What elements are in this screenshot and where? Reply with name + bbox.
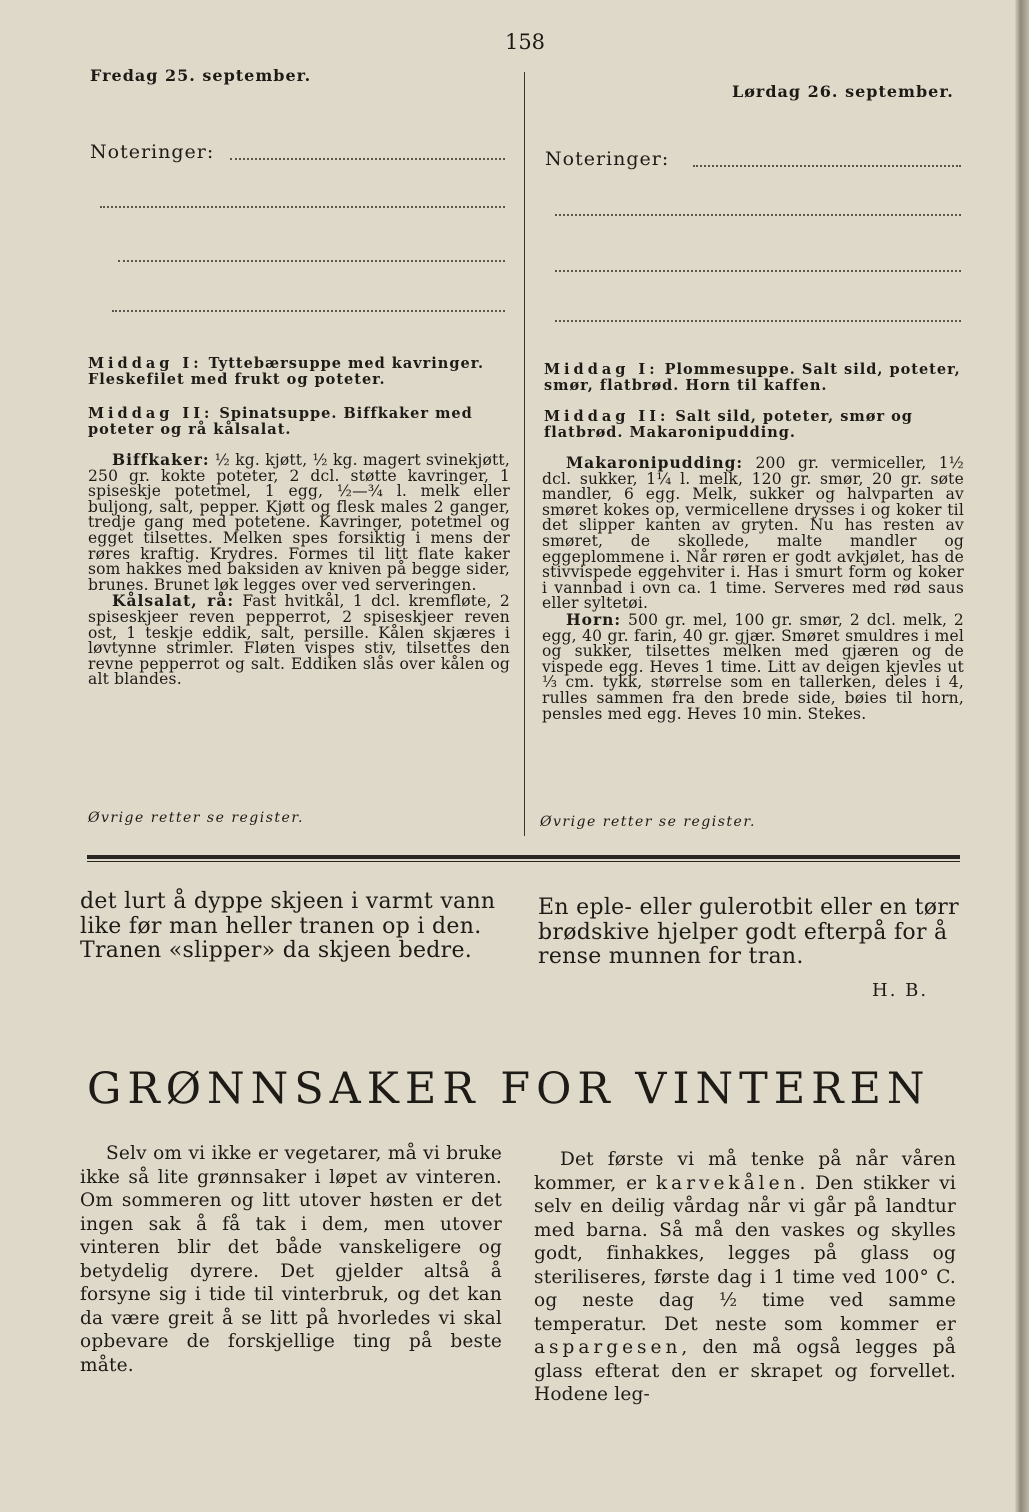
notes-line [555, 270, 961, 272]
tip-right [538, 896, 962, 970]
day-heading-friday: Fredag 25. september. [90, 66, 312, 85]
dinner-1-saturday [544, 362, 964, 394]
dinner-label: Middag II: [544, 408, 670, 425]
article-column-left [80, 1142, 502, 1377]
tip-right-text: En eple- eller gulerotbit eller en tørr brødskive hjelper godt efterpå for å rense munnen for tran. [538, 895, 959, 969]
recipe-text: 200 gr. vermiceller, 1½ dcl. sukker, 1¼ l. melk, 120 gr. smør, 20 gr. søte mandler, 6 egg. Melk, sukker og halvparten av smøret kokes op, vermicellene drysses i og koker til det slipper kanten av gryten. Nu has resten av smøret, de skollede, malte mandler og eggeplommene i. Når røren er godt avkjølet, has de stivvispede eggehviter i. Has i smurt form og koker i vannbad i ovn ca. 1 time. Serveres med rød saus eller syltetøi. [542, 454, 964, 613]
notes-line [100, 206, 505, 208]
article-text: Selv om vi ikke er vegetarer, må vi bruke ikke så lite grønnsaker i løpet av vinteren. Om sommeren og litt utover høsten er det ingen sak å få tak i dem, men utover vinteren blir det både vanskeligere og betydelig dyrere. Det gjelder altså å forsyne sig i tide til vinterbruk, og det kan da være greit å se litt på hvorledes vi skal opbevare de forskjellige ting på beste måte. [80, 1143, 502, 1376]
recipe-title: Kålsalat, rå: [112, 591, 235, 611]
article-emphasis: karvekålen [655, 1172, 800, 1194]
recipes-friday [88, 452, 510, 688]
article-headline: GRØNNSAKER FOR VINTEREN [87, 1064, 931, 1114]
recipe-horn [542, 609, 964, 723]
article-text-part: , den må også legges på glass efterat den er skrapet og forvellet. Hodene leg- [534, 1337, 956, 1405]
dinner-text: Tyttebærsuppe med kavringer. Fleskefilet med frukt og poteter. [88, 355, 485, 388]
recipe-title: Biffkaker: [112, 450, 210, 469]
notes-line [118, 260, 505, 262]
dinner-text: Spinatsuppe. Biffkaker med poteter og rå kålsalat. [88, 405, 473, 438]
article-text-part: . Den stikker vi selv en deilig vårdag når vi går på landtur med barna. Så må den vaskes og skylles godt, finhakkes, legges på glass og steriliseres, første dag i 1 time ved 100° C. og neste dag ½ time ved samme temperatur. Det neste som kommer er [534, 1172, 956, 1335]
other-dishes-note: Øvrige retter se register. [88, 810, 304, 826]
notes-line [230, 158, 505, 160]
recipe-title: Makaronipudding: [566, 453, 744, 472]
tip-left [80, 890, 506, 964]
recipe-biffkaker [88, 452, 510, 593]
notes-line [112, 310, 505, 312]
tip-left-text: det lurt å dyppe skjeen i varmt vann like før man heller tranen op i den. Tranen «slipper» da skjeen bedre. [80, 889, 496, 963]
article-column-right [534, 1148, 956, 1407]
dinner-2-saturday [544, 409, 964, 441]
dinner-label: Middag I: [544, 361, 659, 378]
recipe-kalsalat [88, 593, 510, 688]
tip-signature: H. B. [872, 980, 929, 1001]
page-number: 158 [504, 30, 546, 54]
dinner-2-friday [88, 406, 510, 438]
dinner-text: Plommesuppe. Salt sild, poteter, smør, flatbrød. Horn til kaffen. [544, 361, 961, 394]
dinner-label: Middag II: [88, 405, 214, 422]
recipe-text: ½ kg. kjøtt, ½ kg. magert svinekjøtt, 250 gr. kokte poteter, 2 dcl. støtte kavringer, 1 spiseskje potetmel, 1 egg, ½—¾ l. melk eller buljong, salt, pepper. Kjøtt og flesk males 2 ganger, tredje gang med potetene. Kavringer, potetmel og egget tilsettes. Melken spes forsiktig i mens der røres kraftig. Krydres. Formes til litt flate kaker som hakkes med baksiden av kniven på begge sider, brunes. Brunet løk legges over ved serveringen. [88, 451, 510, 594]
recipe-title: Horn: [566, 609, 622, 629]
section-rule-thin [87, 861, 960, 862]
article-text-part: Det første vi må tenke på når våren kommer, er [534, 1149, 956, 1194]
section-rule [87, 855, 960, 859]
article-text [534, 1148, 956, 1407]
notes-line [555, 320, 961, 322]
column-divider [524, 72, 525, 836]
notes-label-saturday: Noteringer: [545, 148, 670, 170]
dinner-label: Middag I: [88, 355, 203, 372]
day-heading-saturday: Lørdag 26. september. [732, 82, 954, 101]
recipes-saturday [542, 455, 964, 722]
notes-label-friday: Noteringer: [90, 141, 215, 163]
notes-line [555, 214, 961, 216]
page-edge [1015, 0, 1029, 1512]
recipe-text: 500 gr. mel, 100 gr. smør, 2 dcl. melk, 2 egg, 40 gr. farin, 40 gr. gjær. Smøret smuldres i mel og sukker, tilsettes melken med gjæren og de vispede egg. Heves 1 time. Litt av deigen kjevles ut ⅓ cm. tykk, størrelse som en tallerken, deles i 4, rulles sammen fra den brede side, bøies til horn, pensles med egg. Heves 10 min. Stekes. [542, 610, 964, 723]
dinner-text: Salt sild, poteter, smør og flatbrød. Makaronipudding. [544, 408, 913, 441]
recipe-makaronipudding [542, 455, 964, 612]
dinner-1-friday [88, 356, 510, 388]
other-dishes-note: Øvrige retter se register. [540, 814, 756, 830]
recipe-text: Fast hvitkål, 1 dcl. kremfløte, 2 spiseskjeer reven pepperrot, 2 spiseskjeer reven ost, 1 teskje eddik, salt, persille. Kålen skjæres i løvtynne strimler. Fløten vispes stiv, tilsettes den revne pepperrot og salt. Eddiken slås over kålen og alt blandes. [88, 592, 510, 689]
article-emphasis: aspargesen [534, 1337, 682, 1358]
notes-line [693, 165, 961, 167]
